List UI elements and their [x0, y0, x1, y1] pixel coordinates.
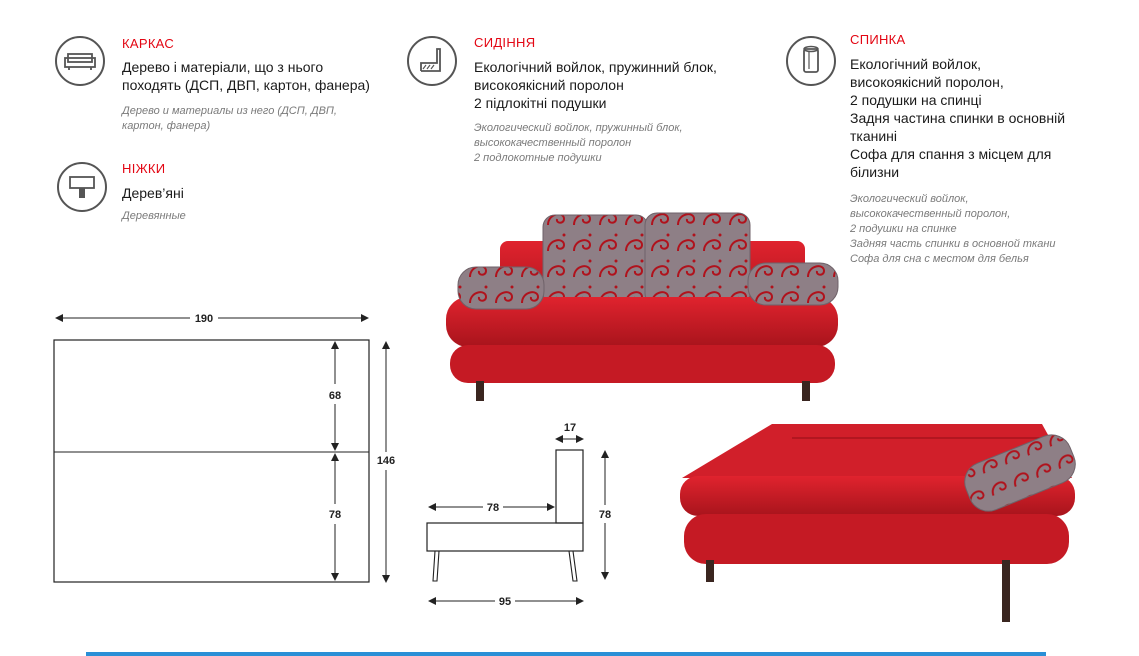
legs-sub — [122, 209, 186, 224]
frame-main-line: походять (ДСП, ДВП, картон, фанера) — [122, 77, 370, 93]
sofa-folded-image — [440, 205, 850, 405]
seat-main-line: Екологічний войлок, пружинний блок, — [474, 59, 717, 75]
frame-title: КАРКАС — [122, 36, 175, 51]
sofa-icon — [57, 38, 103, 84]
roll-icon — [788, 38, 834, 84]
side-seat — [427, 523, 583, 551]
back-sub-line: Экологический войлок, — [850, 193, 969, 205]
back-main-line: Екологічний войлок, — [850, 56, 981, 72]
leg-icon — [59, 164, 105, 210]
frame-icon-circle — [55, 36, 105, 86]
back-main-line: Задня частина спинки в основній — [850, 110, 1066, 126]
seat-title: СИДІННЯ — [474, 35, 536, 50]
back-main-line: тканині — [850, 128, 898, 144]
side-diagram — [415, 415, 625, 615]
seat-sub-line: Экологический войлок, пружинный блок, — [474, 122, 683, 134]
side-backrest — [556, 450, 583, 523]
plan-total-depth-label: 146 — [376, 455, 396, 467]
back-title: СПИНКА — [850, 32, 906, 47]
frame-sub-line: Дерево и материалы из него (ДСП, ДВП, — [122, 105, 337, 117]
bottom-bar — [86, 652, 1046, 656]
plan-bottom-depth-label: 78 — [328, 509, 342, 521]
legs-sub-line: Деревянные — [122, 210, 186, 222]
side-leg-back — [569, 551, 577, 581]
plan-outline — [54, 340, 369, 582]
back-main-line: Софа для спання з місцем для — [850, 146, 1052, 162]
side-seat-depth-label: 78 — [486, 502, 500, 514]
seat-main-line: високоякісний поролон — [474, 77, 624, 93]
back-main-line: 2 подушки на спинці — [850, 92, 982, 108]
side-back-thickness-label: 17 — [563, 422, 577, 434]
plan-diagram — [40, 300, 410, 600]
seat-sub — [474, 121, 683, 166]
seat-icon-circle — [407, 36, 457, 86]
sofa-unfolded-image — [672, 418, 1084, 630]
legs-title: НІЖКИ — [122, 161, 166, 176]
back-main — [850, 55, 1065, 181]
frame-sub — [122, 104, 337, 134]
legs-icon-circle — [57, 162, 107, 212]
frame-main-line: Дерево і матеріали, що з нього — [122, 59, 324, 75]
back-sub-line: Задняя часть спинки в основной ткани — [850, 238, 1056, 250]
back-sub — [850, 192, 1056, 267]
plan-width-label: 190 — [194, 313, 214, 325]
back-icon-circle — [786, 36, 836, 86]
frame-main — [122, 58, 370, 94]
back-main-line: білизни — [850, 164, 900, 180]
back-sub-line: 2 подушки на спинке — [850, 223, 957, 235]
back-main-line: високоякісний поролон, — [850, 74, 1004, 90]
seat-main — [474, 58, 717, 112]
back-sub-line: Софа для сна с местом для белья — [850, 253, 1029, 265]
plan-top-depth-label: 68 — [328, 390, 342, 402]
legs-main-line: Дерев’яні — [122, 185, 184, 201]
seat-layers-icon — [409, 38, 455, 84]
frame-sub-line: картон, фанера) — [122, 120, 211, 132]
legs-main — [122, 184, 184, 202]
side-height-label: 78 — [598, 509, 612, 521]
seat-sub-line: 2 подлокотные подушки — [474, 152, 602, 164]
back-sub-line: высококачественный поролон, — [850, 208, 1011, 220]
side-leg-front — [433, 551, 439, 581]
side-total-depth-label: 95 — [498, 596, 512, 608]
seat-main-line: 2 підлокітні подушки — [474, 95, 607, 111]
seat-sub-line: высококачественный поролон — [474, 137, 632, 149]
